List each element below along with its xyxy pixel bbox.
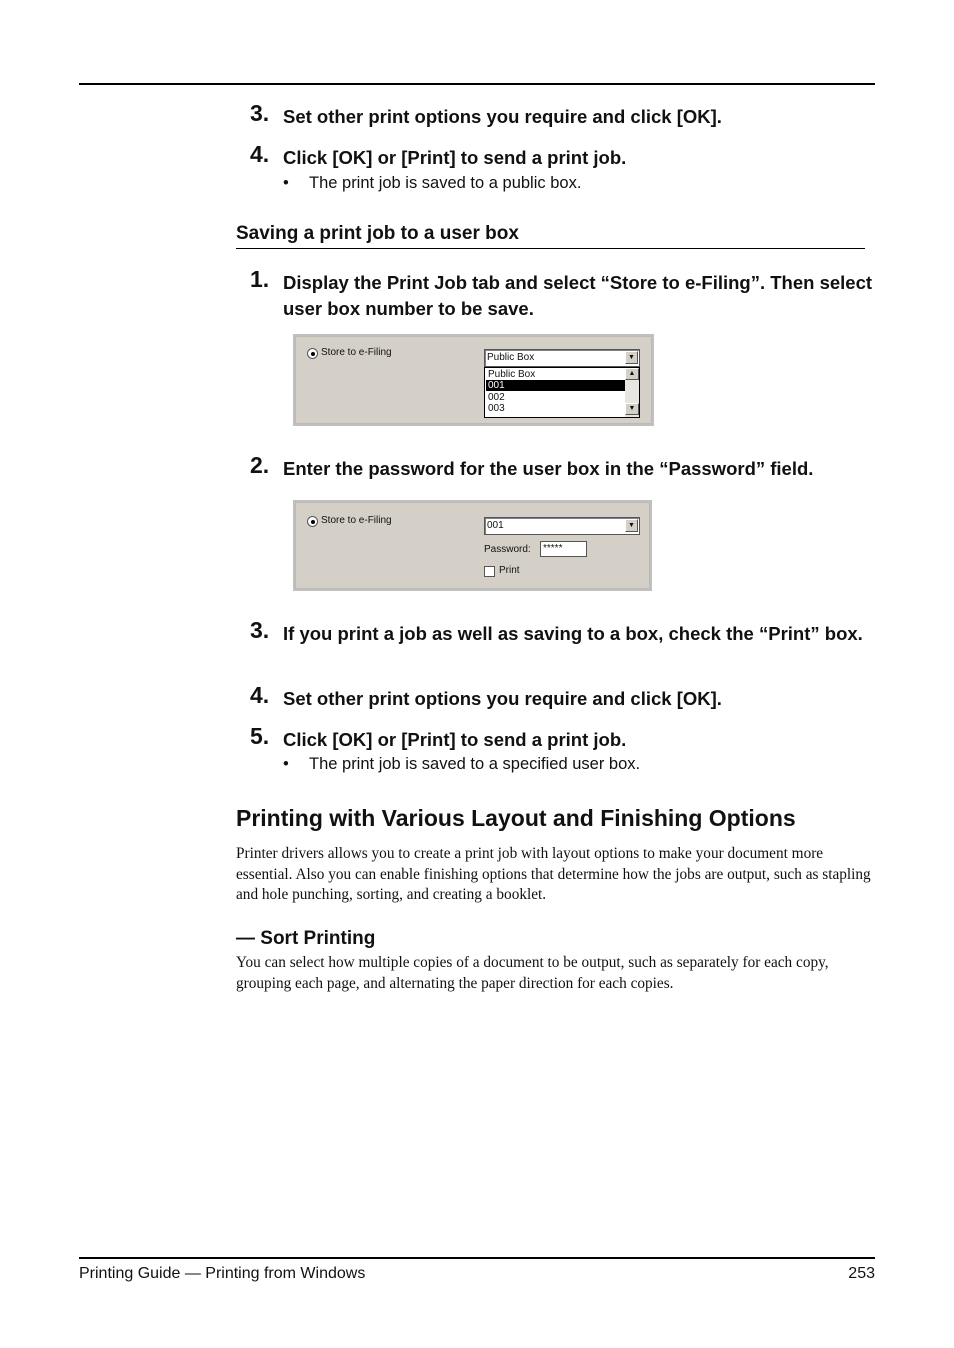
store-radio-button[interactable]	[307, 348, 318, 359]
page-number: 253	[848, 1265, 875, 1282]
step-text: If you print a job as well as saving to a box, check the “Print” box.	[283, 623, 863, 644]
screenshot-password	[293, 500, 652, 591]
step-number: 3.	[250, 100, 270, 126]
section-heading: Printing with Various Layout and Finishing Options	[236, 805, 796, 831]
box-dropdown-list[interactable]	[484, 367, 640, 418]
sort-printing-body: You can select how multiple copies of a document to be output, such as separately for each copy, grouping each page, and alternating the paper direction for each copies.	[236, 954, 829, 992]
sort-printing-heading: — Sort Printing	[236, 928, 376, 949]
bullet-dot: •	[283, 755, 289, 773]
step-text: Set other print options you require and click [OK].	[283, 106, 722, 127]
store-radio-label: Store to e-Filing	[321, 347, 392, 358]
bottom-rule	[79, 1257, 875, 1259]
top-rule	[79, 83, 875, 85]
bullet-text: The print job is saved to a specified user box.	[309, 755, 641, 773]
list-option[interactable]: 003	[488, 403, 505, 414]
bullet-text: The print job is saved to a public box.	[309, 174, 582, 192]
password-value: *****	[543, 543, 563, 554]
scroll-up-icon[interactable]: ▲	[625, 368, 639, 380]
step-text: Enter the password for the user box in the “Password” field.	[283, 458, 814, 479]
box-combo-value: Public Box	[487, 352, 535, 363]
step-number: 4.	[250, 682, 270, 708]
screenshot-store-select-box	[293, 334, 654, 426]
scroll-down-icon[interactable]: ▼	[625, 403, 639, 415]
chevron-down-icon[interactable]: ▼	[625, 519, 638, 532]
list-option[interactable]: 002	[488, 392, 505, 403]
box-combo-value: 001	[487, 520, 504, 531]
section-body: Printer drivers allows you to create a print job with layout options to make your document more essential. Also you can enable finishing options that determine how the jobs are output, such as stapling and hole punching, sorting, and creating a booklet.	[236, 845, 871, 903]
step-number: 3.	[250, 617, 270, 643]
list-option[interactable]: Public Box	[488, 369, 536, 380]
step-text: Click [OK] or [Print] to send a print job.	[283, 729, 627, 750]
print-checkbox-label: Print	[499, 565, 520, 576]
password-label: Password:	[484, 544, 531, 555]
password-field[interactable]	[540, 541, 587, 557]
chevron-down-icon[interactable]: ▼	[625, 351, 638, 364]
print-checkbox[interactable]	[484, 566, 495, 577]
step-number: 1.	[250, 266, 270, 292]
bullet-dot: •	[283, 174, 289, 192]
footer-title: Printing Guide — Printing from Windows	[79, 1265, 366, 1282]
list-option-selected[interactable]: 001	[486, 380, 626, 391]
step-number: 2.	[250, 452, 270, 478]
box-combo[interactable]	[484, 349, 640, 367]
store-radio-label: Store to e-Filing	[321, 515, 392, 526]
step-number: 5.	[250, 723, 270, 749]
list-scrollbar[interactable]	[625, 368, 639, 417]
step-text: Click [OK] or [Print] to send a print job.	[283, 147, 627, 168]
step-text: Set other print options you require and click [OK].	[283, 688, 722, 709]
step-number: 4.	[250, 141, 270, 167]
store-radio-button[interactable]	[307, 516, 318, 527]
subheading-user-box: Saving a print job to a user box	[236, 223, 865, 249]
step-text: Display the Print Job tab and select “Store to e-Filing”. Then select user box number to be save.	[283, 272, 873, 319]
box-combo[interactable]	[484, 517, 640, 535]
